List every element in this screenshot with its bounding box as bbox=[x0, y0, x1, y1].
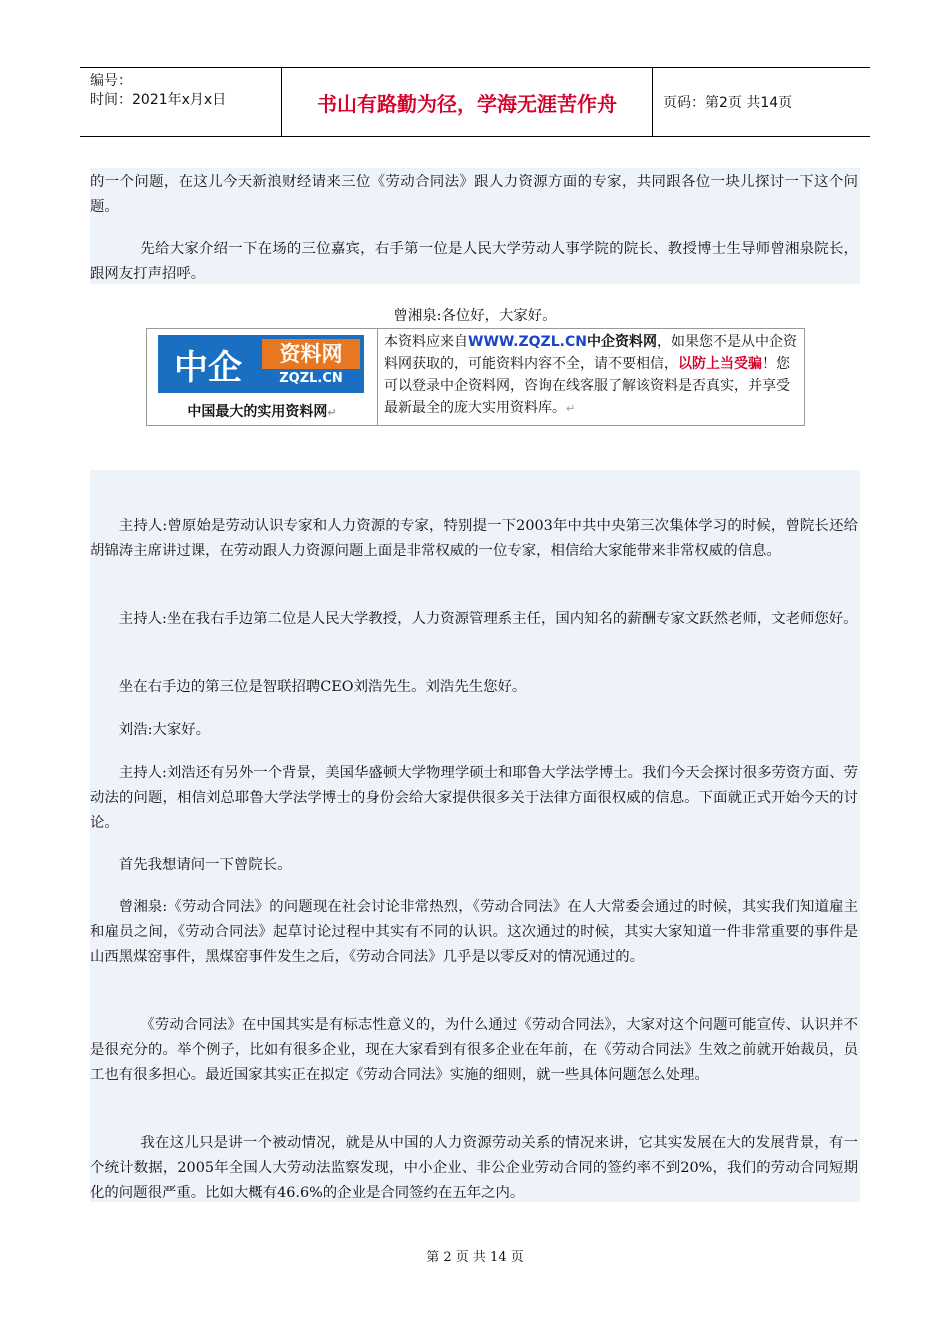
logo-main-text: 中企 bbox=[158, 335, 258, 393]
highlight-band bbox=[90, 470, 860, 1202]
ad-site-name: 中企资料网 bbox=[586, 334, 657, 350]
paragraph: 我在这儿只是讲一个被动情况，就是从中国的人力资源劳动关系的情况来讲，它其实发展在大的发展背景，有一个统计数据，2005年全国人大劳动法监察发现，中小企业、非公企业劳动合同的签约率不到20%，我们的劳动合同短期化的问题很严重。比如大概有46.6%的企业是合同签约在五年之内。 bbox=[90, 1135, 858, 1201]
header-motto: 书山有路勤为径，学海无涯苦作舟 bbox=[282, 68, 653, 136]
header-meta bbox=[80, 68, 282, 136]
logo-caption: 中国最大的实用资料网↵ bbox=[187, 404, 337, 420]
paragraph: 曾湘泉:《劳动合同法》的问题现在社会讨论非常热烈，《劳动合同法》在人大常委会通过的时候，其实我们知道雇主和雇员之间，《劳动合同法》起草讨论过程中其实有不同的认识。这次通过的时候，其实大家知道一件非常重要的事件是山西黑煤窑事件，黑煤窑事件发生之后，《劳动合同法》几乎是以零反对的情况通过的。 bbox=[90, 899, 858, 965]
ad-text: 本资料应来自WWW.ZQZL.CN中企资料网，如果您不是从中企资料网获取的，可能资料内容不全，请不要相信，以防上当受骗！您可以登录中企资料网，咨询在线客服了解该资料是否真实，并享受最新最全的庞大实用资料库。↵ bbox=[384, 334, 797, 416]
paragraph: 主持人:曾原始是劳动认识专家和人力资源的专家，特别提一下2003年中共中央第三次集体学习的时候，曾院长还给胡锦涛主席讲过课，在劳动跟人力资源问题上面是非常权威的一位专家，相信给大家能带来非常权威的信息。 bbox=[90, 518, 858, 559]
paragraph: 主持人:刘浩还有另外一个背景，美国华盛顿大学物理学硕士和耶鲁大学法学博士。我们今天会探讨很多劳资方面、劳动法的问题，相信刘总耶鲁大学法学博士的身份会给大家提供很多关于法律方面很权威的信息。下面就正式开始今天的讨论。 bbox=[90, 765, 858, 831]
page-footer: 第 2 页 共 14 页 bbox=[426, 1250, 524, 1265]
paragraph: 的一个问题，在这儿今天新浪财经请来三位《劳动合同法》跟人力资源方面的专家，共同跟各位一块儿探讨一下这个问题。 bbox=[90, 174, 858, 215]
paragraph: 坐在右手边的第三位是智联招聘CEO刘浩先生。刘浩先生您好。 bbox=[118, 679, 527, 695]
paragraph: 主持人:坐在我右手边第二位是人民大学教授，人力资源管理系主任，国内知名的薪酬专家文跃然老师，文老师您好。 bbox=[118, 611, 858, 627]
ad-url-link[interactable]: WWW.ZQZL.CN bbox=[468, 334, 587, 350]
logo-image bbox=[158, 335, 364, 393]
paragraph: 《劳动合同法》在中国其实是有标志性意义的，为什么通过《劳动合同法》，大家对这个问题可能宣传、认识并不是很充分的。举个例子，比如有很多企业，现在大家看到有很多企业在年前，在《劳动合同法》生效之前就开始裁员，员工也有很多担心。最近国家其实正在拟定《劳动合同法》实施的细则，就一些具体问题怎么处理。 bbox=[90, 1017, 858, 1083]
paragraph: 曾湘泉:各位好，大家好。 bbox=[393, 308, 557, 324]
header-page-number: 页码：第2页 共14页 bbox=[663, 95, 793, 111]
number-label: 编号： bbox=[90, 73, 132, 89]
paragraph: 首先我想请问一下曾院长。 bbox=[118, 857, 292, 873]
ad-logo[interactable] bbox=[147, 329, 378, 425]
paragraph: 先给大家介绍一下在场的三位嘉宾，右手第一位是人民大学劳动人事学院的院长、教授博士生导师曾湘泉院长，跟网友打声招呼。 bbox=[90, 241, 858, 282]
ad-banner[interactable] bbox=[146, 328, 805, 426]
page-header bbox=[80, 67, 870, 137]
ad-warning: 以防上当受骗 bbox=[678, 356, 762, 372]
time-label: 时间：2021年x月x日 bbox=[90, 92, 227, 108]
paragraph: 刘浩:大家好。 bbox=[118, 722, 210, 738]
logo-brand-text: 资料网 bbox=[262, 339, 360, 369]
logo-url-text: ZQZL.CN bbox=[279, 371, 343, 386]
